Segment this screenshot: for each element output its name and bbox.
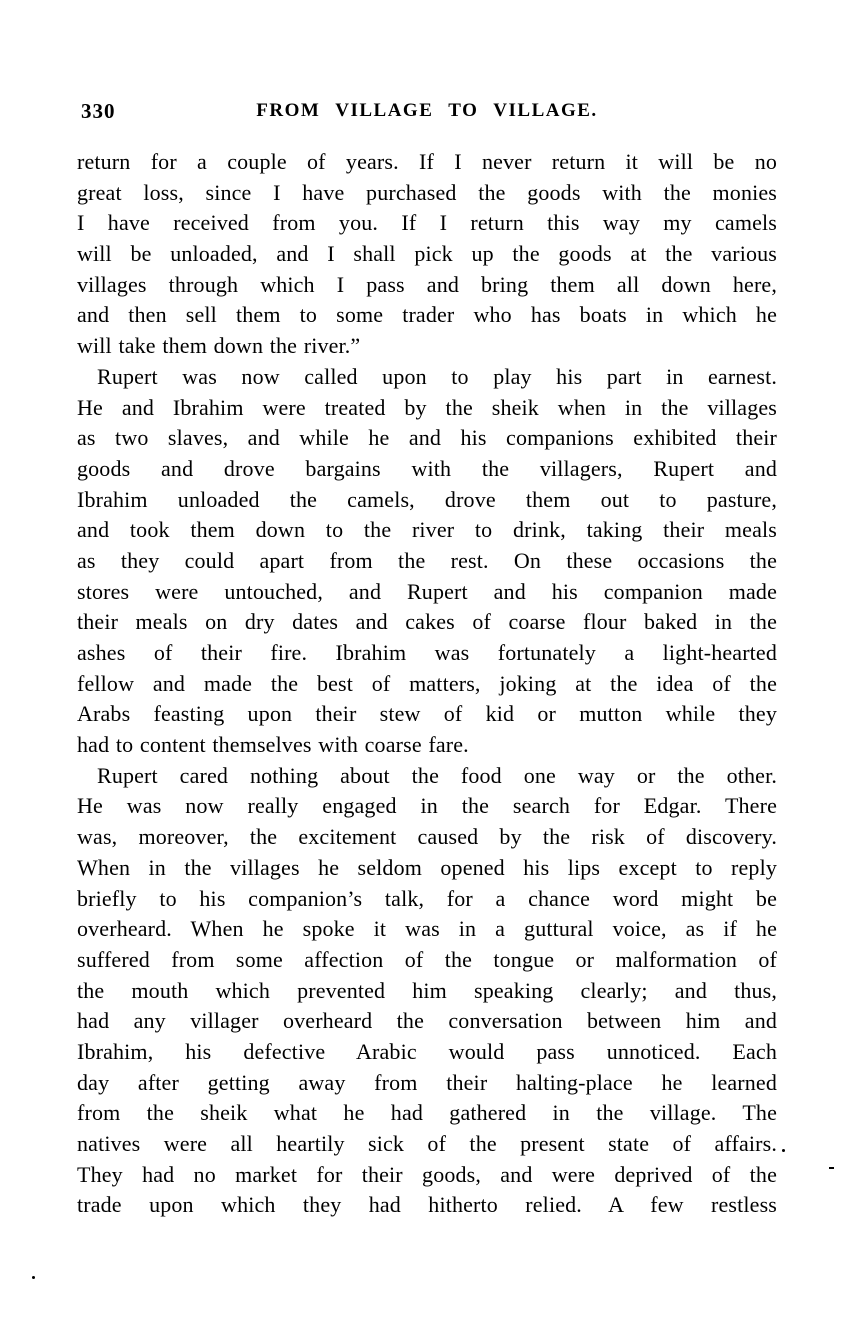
running-title: FROM VILLAGE TO VILLAGE. — [256, 100, 598, 121]
text-line: as they could apart from the rest. On these occasions the — [77, 547, 777, 573]
text-line: villages through which I pass and bring them all down here, — [77, 271, 777, 297]
text-line: briefly to his companion’s talk, for a chance word might be — [77, 885, 777, 911]
text-line: ashes of their fire. Ibrahim was fortunately a light-hearted — [77, 640, 777, 665]
text-line: the mouth which prevented him speaking clearly; and thus, — [77, 977, 777, 1003]
text-line: and then sell them to some trader who has boats in which he — [77, 302, 777, 328]
text-line: day after getting away from their halting-place he learned — [77, 1069, 777, 1095]
text-line: suffered from some affection of the tongue or malformation of — [77, 946, 777, 972]
text-line: will take them down the river.” — [77, 333, 361, 359]
text-line: Arabs feasting upon their stew of kid or mutton while they — [77, 701, 777, 727]
text-line: was, moreover, the excitement caused by the risk of discovery. — [77, 824, 777, 850]
text-line: Rupert was now called upon to play his part in earnest. — [97, 363, 777, 389]
text-line: fellow and made the best of matters, joking at the idea of the — [77, 670, 777, 696]
text-line: from the sheik what he had gathered in the village. The — [77, 1100, 777, 1126]
text-line: He was now really engaged in the search for Edgar. There — [77, 793, 777, 819]
page-number: 330 — [81, 99, 116, 123]
text-line: will be unloaded, and I shall pick up the goods at the various — [77, 241, 777, 267]
text-line: stores were untouched, and Rupert and his companion made — [77, 578, 777, 604]
scan-speck — [782, 1149, 785, 1152]
body-text — [77, 147, 777, 1221]
scan-speck — [829, 1167, 834, 1169]
text-line: great loss, since I have purchased the goods with the monies — [77, 179, 777, 205]
text-line: their meals on dry dates and cakes of coarse flour baked in the — [77, 609, 777, 635]
text-line: Ibrahim unloaded the camels, drove them out to pasture, — [77, 486, 777, 512]
text-line: had any villager overheard the conversation between him and — [77, 1008, 777, 1034]
text-line: He and Ibrahim were treated by the sheik when in the villages — [77, 394, 777, 420]
text-line: overheard. When he spoke it was in a guttural voice, as if he — [77, 916, 777, 942]
text-line: trade upon which they had hitherto relied. A few restless — [77, 1192, 777, 1218]
text-line: When in the villages he seldom opened his lips except to reply — [77, 854, 777, 880]
page-header — [77, 99, 777, 125]
text-line: return for a couple of years. If I never return it will be no — [77, 149, 777, 174]
text-line: I have received from you. If I return this way my camels — [77, 210, 777, 236]
text-line: Ibrahim, his defective Arabic would pass unnoticed. Each — [77, 1038, 777, 1064]
text-line: as two slaves, and while he and his companions exhibited their — [77, 425, 777, 451]
text-line: natives were all heartily sick of the present state of affairs. — [77, 1131, 777, 1156]
text-line: goods and drove bargains with the villagers, Rupert and — [77, 455, 777, 481]
text-line: had to content themselves with coarse fare. — [77, 732, 469, 758]
text-line: They had no market for their goods, and were deprived of the — [77, 1161, 777, 1187]
text-line: Rupert cared nothing about the food one way or the other. — [97, 762, 777, 788]
scan-speck — [32, 1276, 35, 1279]
text-line: and took them down to the river to drink, taking their meals — [77, 517, 777, 543]
